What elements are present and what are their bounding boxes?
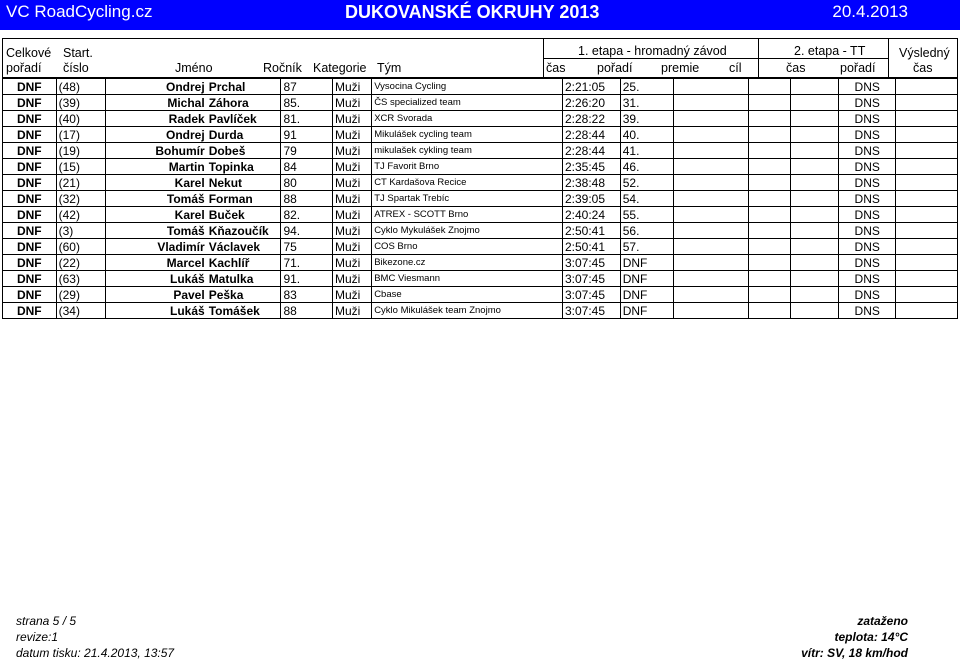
cell-last: Topinka xyxy=(207,159,281,175)
cell-empty xyxy=(674,79,748,95)
cell-status: DNF xyxy=(3,255,57,271)
table-row xyxy=(3,255,958,271)
cell-empty xyxy=(896,255,958,271)
cell-time: 3:07:45 xyxy=(562,303,620,319)
cell-empty xyxy=(896,95,958,111)
cell-category: Muži xyxy=(333,95,372,111)
col-stage2: 2. etapa - TT xyxy=(794,44,866,58)
cell-year: 75 xyxy=(281,239,333,255)
cell-category: Muži xyxy=(333,239,372,255)
cell-empty xyxy=(790,111,838,127)
cell-empty xyxy=(790,287,838,303)
cell-rank: 56. xyxy=(620,223,674,239)
road-conditions: zataženo xyxy=(857,614,908,628)
cell-time: 2:50:41 xyxy=(562,239,620,255)
cell-empty xyxy=(674,127,748,143)
cell-empty xyxy=(748,79,790,95)
col-stage1: 1. etapa - hromadný závod xyxy=(578,44,727,58)
cell-category: Muži xyxy=(333,111,372,127)
col-stage2-poradi: pořadí xyxy=(840,61,876,75)
event-title: DUKOVANSKÉ OKRUHY 2013 xyxy=(345,2,600,22)
cell-empty xyxy=(748,111,790,127)
cell-empty xyxy=(674,239,748,255)
revision: revize:1 xyxy=(16,630,59,644)
cell-team: ČS specialized team xyxy=(372,95,563,111)
cell-first: Radek xyxy=(106,111,207,127)
cell-empty xyxy=(674,303,748,319)
table-row xyxy=(3,95,958,111)
cell-category: Muži xyxy=(333,255,372,271)
col-stage1-poradi: pořadí xyxy=(597,61,633,75)
cell-tt: DNS xyxy=(839,159,896,175)
cell-rank: 31. xyxy=(620,95,674,111)
cell-first: Martin xyxy=(106,159,207,175)
cell-start: (40) xyxy=(56,111,106,127)
cell-year: 88 xyxy=(281,191,333,207)
cell-last: Peška xyxy=(207,287,281,303)
page-number: strana 5 / 5 xyxy=(16,614,77,628)
cell-tt: DNS xyxy=(839,271,896,287)
cell-first: Bohumír xyxy=(106,143,207,159)
col-vysledny-cas: čas xyxy=(913,61,933,75)
cell-year: 79 xyxy=(281,143,333,159)
cell-start: (17) xyxy=(56,127,106,143)
cell-category: Muži xyxy=(333,191,372,207)
cell-team: TJ Favorit Brno xyxy=(372,159,563,175)
site-name: VC RoadCycling.cz xyxy=(6,2,153,21)
cell-year: 91. xyxy=(281,271,333,287)
cell-empty xyxy=(896,287,958,303)
cell-empty xyxy=(790,223,838,239)
cell-year: 80 xyxy=(281,175,333,191)
cell-last: Nekut xyxy=(207,175,281,191)
cell-time: 2:28:22 xyxy=(562,111,620,127)
cell-empty xyxy=(896,207,958,223)
cell-empty xyxy=(790,127,838,143)
col-tym: Tým xyxy=(377,61,402,75)
cell-first: Tomáš xyxy=(106,223,207,239)
cell-first: Vladimír xyxy=(106,239,207,255)
cell-team: Cyklo Mikulášek team Znojmo xyxy=(372,303,563,319)
cell-empty xyxy=(790,207,838,223)
cell-empty xyxy=(790,191,838,207)
print-date: datum tisku: 21.4.2013, 13:57 xyxy=(16,646,175,660)
cell-first: Michal xyxy=(106,95,207,111)
cell-team: Vysocina Cycling xyxy=(372,79,563,95)
cell-time: 2:40:24 xyxy=(562,207,620,223)
cell-status: DNF xyxy=(3,159,57,175)
cell-empty xyxy=(674,175,748,191)
cell-start: (29) xyxy=(56,287,106,303)
cell-time: 3:07:45 xyxy=(562,287,620,303)
cell-team: BMC Viesmann xyxy=(372,271,563,287)
cell-time: 2:35:45 xyxy=(562,159,620,175)
cell-team: Cbase xyxy=(372,287,563,303)
cell-start: (60) xyxy=(56,239,106,255)
cell-empty xyxy=(748,127,790,143)
cell-time: 3:07:45 xyxy=(562,271,620,287)
cell-empty xyxy=(790,79,838,95)
cell-time: 3:07:45 xyxy=(562,255,620,271)
cell-empty xyxy=(896,127,958,143)
cell-empty xyxy=(896,191,958,207)
cell-first: Lukáš xyxy=(106,303,207,319)
cell-tt: DNS xyxy=(839,175,896,191)
cell-team: Cyklo Mykulášek Znojmo xyxy=(372,223,563,239)
col-stage1-cas: čas xyxy=(546,61,566,75)
cell-empty xyxy=(748,255,790,271)
cell-start: (39) xyxy=(56,95,106,111)
table-row xyxy=(3,79,958,95)
cell-category: Muži xyxy=(333,175,372,191)
cell-last: Záhora xyxy=(207,95,281,111)
col-stage1-cil: cíl xyxy=(729,61,742,75)
cell-empty xyxy=(674,159,748,175)
cell-empty xyxy=(896,111,958,127)
cell-status: DNF xyxy=(3,143,57,159)
cell-start: (42) xyxy=(56,207,106,223)
cell-empty xyxy=(790,95,838,111)
cell-time: 2:28:44 xyxy=(562,127,620,143)
cell-empty xyxy=(896,175,958,191)
cell-category: Muži xyxy=(333,303,372,319)
cell-last: Tomášek xyxy=(207,303,281,319)
cell-last: Prchal xyxy=(207,79,281,95)
col-rocnik: Ročník xyxy=(263,61,302,75)
cell-start: (15) xyxy=(56,159,106,175)
cell-time: 2:50:41 xyxy=(562,223,620,239)
cell-first: Pavel xyxy=(106,287,207,303)
table-row xyxy=(3,239,958,255)
cell-start: (48) xyxy=(56,79,106,95)
cell-category: Muži xyxy=(333,143,372,159)
cell-year: 88 xyxy=(281,303,333,319)
table-row xyxy=(3,303,958,319)
cell-last: Pavlíček xyxy=(207,111,281,127)
cell-last: Buček xyxy=(207,207,281,223)
col-poradi: pořadí xyxy=(6,61,42,75)
cell-year: 87 xyxy=(281,79,333,95)
cell-empty xyxy=(896,159,958,175)
table-row xyxy=(3,287,958,303)
cell-tt: DNS xyxy=(839,303,896,319)
cell-empty xyxy=(674,255,748,271)
cell-empty xyxy=(748,143,790,159)
cell-team: Mikulášek cycling team xyxy=(372,127,563,143)
cell-status: DNF xyxy=(3,287,57,303)
cell-last: Václavek xyxy=(207,239,281,255)
table-row xyxy=(3,159,958,175)
cell-tt: DNS xyxy=(839,191,896,207)
cell-empty xyxy=(896,271,958,287)
cell-empty xyxy=(674,111,748,127)
cell-category: Muži xyxy=(333,271,372,287)
cell-tt: DNS xyxy=(839,255,896,271)
cell-start: (19) xyxy=(56,143,106,159)
cell-rank: DNF xyxy=(620,271,674,287)
cell-empty xyxy=(748,303,790,319)
cell-empty xyxy=(674,191,748,207)
cell-category: Muži xyxy=(333,127,372,143)
cell-start: (3) xyxy=(56,223,106,239)
cell-rank: 46. xyxy=(620,159,674,175)
cell-start: (63) xyxy=(56,271,106,287)
cell-last: Dobeš xyxy=(207,143,281,159)
col-stage2-cas: čas xyxy=(786,61,806,75)
cell-team: TJ Spartak Trebíc xyxy=(372,191,563,207)
cell-empty xyxy=(748,223,790,239)
cell-empty xyxy=(748,271,790,287)
cell-status: DNF xyxy=(3,239,57,255)
cell-team: XCR Svorada xyxy=(372,111,563,127)
cell-team: COS Brno xyxy=(372,239,563,255)
cell-tt: DNS xyxy=(839,127,896,143)
cell-start: (32) xyxy=(56,191,106,207)
cell-first: Tomáš xyxy=(106,191,207,207)
cell-tt: DNS xyxy=(839,95,896,111)
cell-empty xyxy=(674,223,748,239)
cell-year: 85. xyxy=(281,95,333,111)
cell-empty xyxy=(748,207,790,223)
table-row xyxy=(3,143,958,159)
col-jmeno: Jméno xyxy=(175,61,213,75)
col-vysledny: Výsledný xyxy=(899,46,950,60)
cell-empty xyxy=(674,95,748,111)
cell-status: DNF xyxy=(3,127,57,143)
cell-time: 2:38:48 xyxy=(562,175,620,191)
cell-empty xyxy=(748,191,790,207)
cell-empty xyxy=(748,95,790,111)
cell-empty xyxy=(896,223,958,239)
cell-rank: 40. xyxy=(620,127,674,143)
cell-year: 81. xyxy=(281,111,333,127)
cell-empty xyxy=(896,79,958,95)
cell-status: DNF xyxy=(3,95,57,111)
cell-empty xyxy=(790,303,838,319)
col-kategorie: Kategorie xyxy=(313,61,367,75)
cell-tt: DNS xyxy=(839,287,896,303)
table-row xyxy=(3,111,958,127)
cell-empty xyxy=(748,287,790,303)
event-date: 20.4.2013 xyxy=(832,2,908,21)
cell-team: mikulašek cykling team xyxy=(372,143,563,159)
cell-empty xyxy=(748,159,790,175)
cell-empty xyxy=(748,239,790,255)
cell-category: Muži xyxy=(333,79,372,95)
title-bar xyxy=(0,0,960,30)
cell-category: Muži xyxy=(333,159,372,175)
table-row xyxy=(3,175,958,191)
cell-category: Muži xyxy=(333,207,372,223)
col-cislo: číslo xyxy=(63,61,89,75)
cell-empty xyxy=(674,287,748,303)
cell-start: (22) xyxy=(56,255,106,271)
cell-status: DNF xyxy=(3,111,57,127)
cell-year: 82. xyxy=(281,207,333,223)
table-row xyxy=(3,223,958,239)
cell-empty xyxy=(790,255,838,271)
cell-time: 2:21:05 xyxy=(562,79,620,95)
cell-rank: DNF xyxy=(620,303,674,319)
cell-status: DNF xyxy=(3,271,57,287)
cell-status: DNF xyxy=(3,79,57,95)
col-start: Start. xyxy=(63,46,93,60)
cell-time: 2:26:20 xyxy=(562,95,620,111)
cell-team: Bikezone.cz xyxy=(372,255,563,271)
cell-team: ATREX - SCOTT Brno xyxy=(372,207,563,223)
cell-tt: DNS xyxy=(839,207,896,223)
cell-empty xyxy=(790,239,838,255)
cell-time: 2:28:44 xyxy=(562,143,620,159)
cell-empty xyxy=(674,207,748,223)
cell-empty xyxy=(748,175,790,191)
cell-empty xyxy=(896,143,958,159)
cell-empty xyxy=(790,143,838,159)
cell-time: 2:39:05 xyxy=(562,191,620,207)
cell-last: Kachlíř xyxy=(207,255,281,271)
cell-year: 91 xyxy=(281,127,333,143)
cell-category: Muži xyxy=(333,223,372,239)
cell-year: 84 xyxy=(281,159,333,175)
cell-first: Lukáš xyxy=(106,271,207,287)
cell-status: DNF xyxy=(3,191,57,207)
temperature: teplota: 14°C xyxy=(834,630,908,644)
cell-rank: 52. xyxy=(620,175,674,191)
cell-rank: DNF xyxy=(620,287,674,303)
cell-empty xyxy=(674,271,748,287)
cell-first: Ondrej xyxy=(106,79,207,95)
cell-empty xyxy=(896,239,958,255)
cell-start: (21) xyxy=(56,175,106,191)
cell-first: Ondrej xyxy=(106,127,207,143)
table-row xyxy=(3,127,958,143)
wind: vítr: SV, 18 km/hod xyxy=(801,646,908,660)
table-row xyxy=(3,191,958,207)
cell-first: Karel xyxy=(106,207,207,223)
header-divider xyxy=(543,58,888,59)
cell-rank: 39. xyxy=(620,111,674,127)
cell-empty xyxy=(674,143,748,159)
cell-category: Muži xyxy=(333,287,372,303)
results-table xyxy=(2,78,958,319)
cell-status: DNF xyxy=(3,207,57,223)
cell-last: Durda xyxy=(207,127,281,143)
cell-tt: DNS xyxy=(839,143,896,159)
header-separator xyxy=(888,38,889,78)
cell-tt: DNS xyxy=(839,223,896,239)
table-row xyxy=(3,271,958,287)
cell-last: Forman xyxy=(207,191,281,207)
cell-rank: 25. xyxy=(620,79,674,95)
cell-start: (34) xyxy=(56,303,106,319)
cell-year: 71. xyxy=(281,255,333,271)
cell-status: DNF xyxy=(3,175,57,191)
cell-status: DNF xyxy=(3,223,57,239)
cell-rank: 55. xyxy=(620,207,674,223)
cell-rank: 41. xyxy=(620,143,674,159)
cell-tt: DNS xyxy=(839,239,896,255)
cell-tt: DNS xyxy=(839,79,896,95)
cell-empty xyxy=(896,303,958,319)
cell-first: Marcel xyxy=(106,255,207,271)
cell-tt: DNS xyxy=(839,111,896,127)
cell-last: Kňazoučík xyxy=(207,223,281,239)
cell-empty xyxy=(790,159,838,175)
cell-year: 94. xyxy=(281,223,333,239)
col-stage1-premie: premie xyxy=(661,61,700,75)
cell-rank: 57. xyxy=(620,239,674,255)
cell-status: DNF xyxy=(3,303,57,319)
cell-year: 83 xyxy=(281,287,333,303)
table-row xyxy=(3,207,958,223)
cell-empty xyxy=(790,271,838,287)
cell-team: CT Kardašova Recice xyxy=(372,175,563,191)
cell-first: Karel xyxy=(106,175,207,191)
cell-last: Matulka xyxy=(207,271,281,287)
cell-empty xyxy=(790,175,838,191)
col-celkove: Celkové xyxy=(6,46,52,60)
cell-rank: DNF xyxy=(620,255,674,271)
cell-rank: 54. xyxy=(620,191,674,207)
